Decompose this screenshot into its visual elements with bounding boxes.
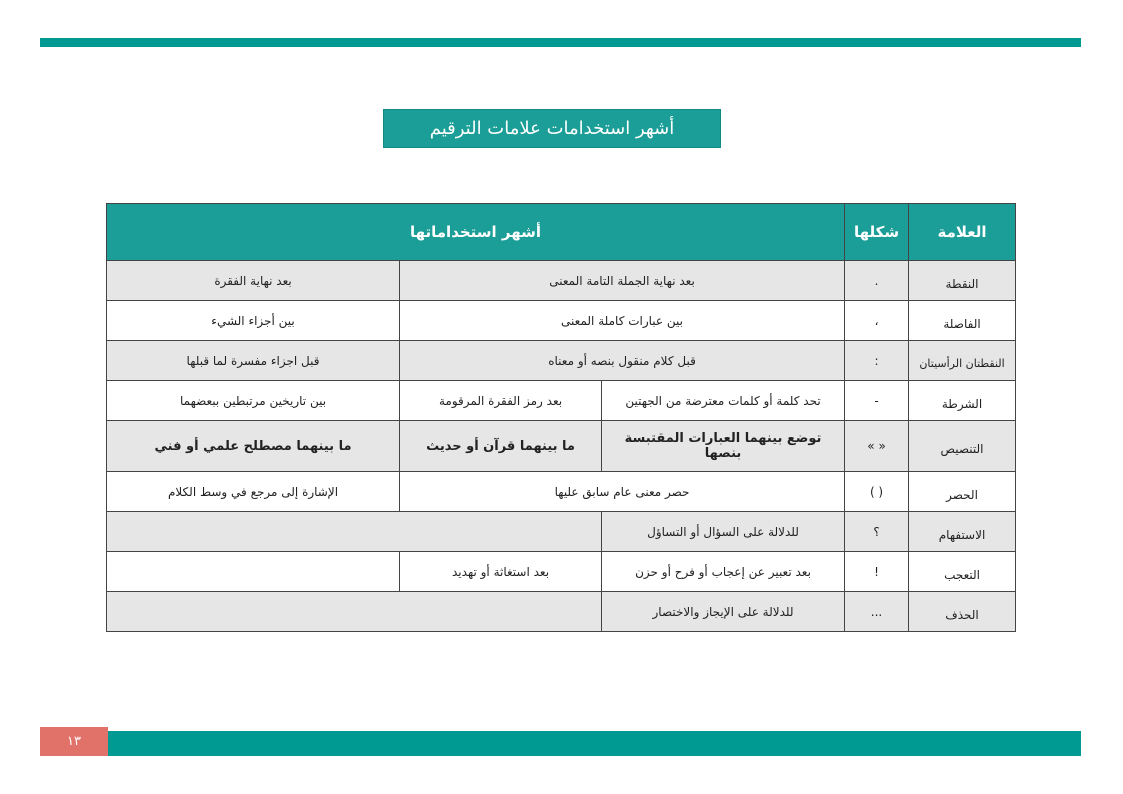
mark-use: بين عبارات كاملة المعنى [400,301,845,341]
mark-symbol: . [845,261,909,301]
page-title: أشهر استخدامات علامات الترقيم [383,109,721,148]
page-number-badge: ١٣ [40,727,108,756]
mark-name: الفاصلة [909,301,1016,341]
table-header-row [107,204,1016,261]
mark-name: التنصيص [909,421,1016,472]
table-row [107,592,1016,632]
mark-use: بين تاريخين مرتبطين ببعضهما [107,381,400,421]
mark-use: بين أجزاء الشيء [107,301,400,341]
top-decorative-bar [40,38,1081,47]
mark-use: تحد كلمة أو كلمات معترضة من الجهتين [602,381,845,421]
punctuation-table [106,203,1016,632]
mark-name: التعجب [909,552,1016,592]
mark-symbol: « » [845,421,909,472]
table-row [107,381,1016,421]
mark-use: بعد نهاية الفقرة [107,261,400,301]
mark-symbol: ! [845,552,909,592]
mark-use: للدلالة على السؤال أو التساؤل [602,512,845,552]
mark-use: الإشارة إلى مرجع في وسط الكلام [107,472,400,512]
mark-use: ما بينهما مصطلح علمي أو فني [107,421,400,472]
mark-use: توضع بينهما العبارات المقتبسة بنصها [602,421,845,472]
mark-name: الحصر [909,472,1016,512]
mark-use: بعد رمز الفقرة المرقومة [400,381,602,421]
mark-symbol: - [845,381,909,421]
empty-cell [107,592,602,632]
header-uses: أشهر استخداماتها [107,204,845,261]
mark-name: النقطتان الرأسيتان [909,341,1016,381]
table-row [107,421,1016,472]
mark-use: بعد نهاية الجملة التامة المعنى [400,261,845,301]
mark-symbol: ( ) [845,472,909,512]
mark-use: ما بينهما قرآن أو حديث [400,421,602,472]
header-mark: العلامة [909,204,1016,261]
mark-symbol: ... [845,592,909,632]
mark-name: الاستفهام [909,512,1016,552]
table-row [107,341,1016,381]
table-row [107,552,1016,592]
mark-use: بعد استغاثة أو تهديد [400,552,602,592]
mark-use: للدلالة على الإيجاز والاختصار [602,592,845,632]
table-row [107,512,1016,552]
empty-cell [107,552,400,592]
empty-cell [107,512,602,552]
mark-use: قبل اجزاء مفسرة لما قبلها [107,341,400,381]
table-row [107,472,1016,512]
mark-use: قبل كلام منقول بنصه أو معناه [400,341,845,381]
mark-symbol: ؟ [845,512,909,552]
table-row [107,261,1016,301]
mark-symbol: : [845,341,909,381]
header-shape: شكلها [845,204,909,261]
bottom-decorative-bar [108,731,1081,756]
mark-name: النقطة [909,261,1016,301]
mark-use: حصر معنى عام سابق عليها [400,472,845,512]
mark-use: بعد تعبير عن إعجاب أو فرح أو حزن [602,552,845,592]
mark-name: الحذف [909,592,1016,632]
mark-name: الشرطة [909,381,1016,421]
table-row [107,301,1016,341]
mark-symbol: ، [845,301,909,341]
